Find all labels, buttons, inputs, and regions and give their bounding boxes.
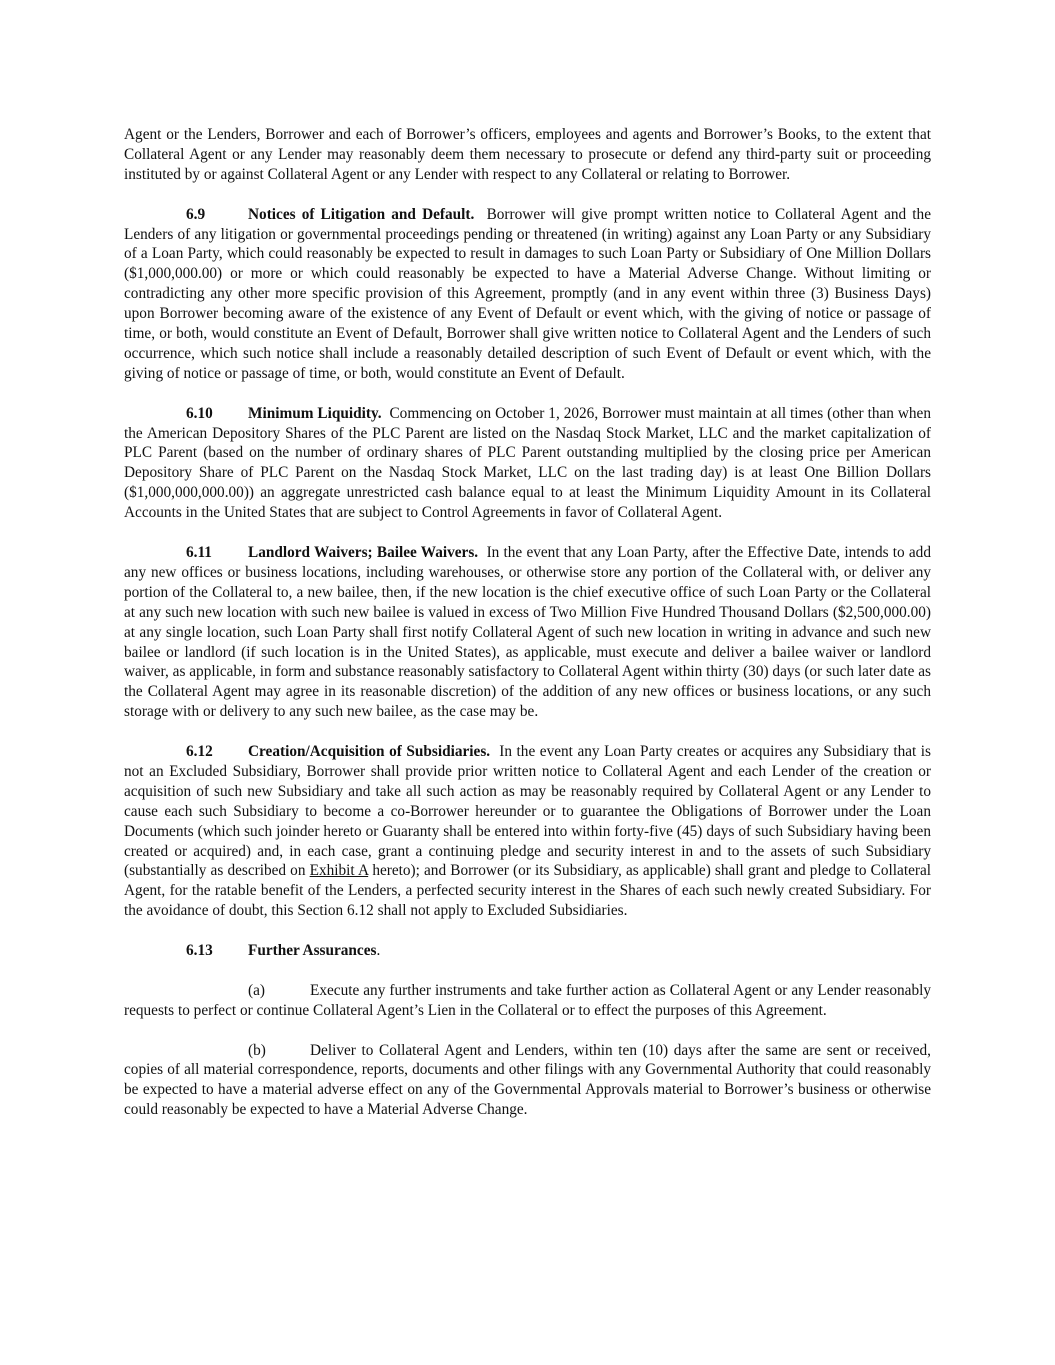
section-number: 6.13: [186, 942, 213, 960]
subsection-body: Deliver to Collateral Agent and Lenders, within ten (10) days after the same are sent or received, copies of all material correspondence, reports, documents and other filings with any Governmental Authority that could reasonably be expected to have a material adverse effect on any of the Governmental Approvals material to Borrower’s business or otherwise could reasonably be expected to have a Material Adverse Change.: [124, 1041, 931, 1119]
section-6-13: [124, 941, 931, 961]
section-6-11: [124, 543, 931, 722]
section-title-period: .: [376, 942, 381, 960]
subsection-a: [124, 981, 931, 1021]
document-page: [124, 125, 931, 1140]
section-6-9: [124, 205, 931, 384]
section-body: In the event any Loan Party creates or acquires any Subsidiary that is not an Excluded Subsidiary, Borrower shall provide prior written notice to Collateral Agent and each Lender of the creation or acquisition of such new Subsidiary and take all such action as may be reasonably required by Collateral Agent or any Lender to cause each such Subsidiary to become a co-Borrower hereunder or to guarantee the Obligations of Borrower under the Loan Documents (which such joinder hereto or Guaranty shall be entered into within forty-five (45) days of such Subsidiary having been created or acquired) and, in each case, grant a continuing pledge and security interest in and to the assets of such Subsidiary (substantially as described on: [124, 743, 932, 880]
section-body: In the event that any Loan Party, after the Effective Date, intends to add any new offices or business locations, including warehouses, or otherwise store any portion of the Collateral with, or deliver any portion of the Collateral to, a new bailee, then, if the new location is the chief executive office of such Loan Party or the Collateral at any such new location with such new bailee is valued in excess of Two Million Five Hundred Thousand Dollars ($2,500,000.00) at any single location, such Loan Party shall first notify Collateral Agent of such new location in writing in advance and such new bailee or landlord (if such location is in the United States), as applicable, must execute and deliver a bailee waiver or landlord waiver, as applicable, in form and substance reasonably satisfactory to Collateral Agent within thirty (30) days (or such later date as the Collateral Agent may agree in its reasonable discretion) of the addition of any new offices or business locations, or any such storage with or delivery to any such new bailee, as the case may be.: [124, 543, 931, 721]
section-title: Further Assurances: [248, 942, 377, 960]
section-6-10: [124, 404, 931, 523]
intro-paragraph: Agent or the Lenders, Borrower and each of Borrower’s officers, employees and agents and Borrower’s Books, to the extent that Collateral Agent or any Lender may reasonably deem them necessary to prosecute or defend any third-party suit or proceeding instituted by or against Collateral Agent or any Lender with respect to any Collateral or relating to Borrower.: [124, 126, 931, 183]
section-body-continued: hereto); and Borrower (or its Subsidiary, as applicable) shall grant and pledge to Collateral Agent, for the ratable benefit of the Lenders, a perfected security interest in the Shares of each such newly created Subsidiary. For the avoidance of doubt, this Section 6.12 shall not apply to Excluded Subsidiaries.: [124, 862, 931, 920]
section-number: 6.9: [186, 205, 206, 223]
section-number: 6.11: [186, 543, 212, 561]
section-number: 6.12: [186, 743, 213, 761]
section-title: Creation/Acquisition of Subsidiaries.: [248, 743, 491, 761]
section-title: Landlord Waivers; Bailee Waivers.: [248, 543, 479, 561]
section-6-12: [124, 742, 931, 921]
section-number: 6.10: [186, 404, 213, 422]
section-body: Borrower will give prompt written notice to Collateral Agent and the Lenders of any litigation or governmental proceedings pending or threatened (in writing) against any Loan Party or any Subsidiary of a Loan Party, which could reasonably be expected to result in damages to such Loan Party or Subsidiary of One Million Dollars ($1,000,000.00) or more or which could reasonably be expected to have a Material Adverse Change. Without limiting or contradicting any other more specific provision of this Agreement, promptly (and in any event within three (3) Business Days) upon Borrower becoming aware of the existence of any Event of Default or event which, with the giving of notice or passage of time, or both, would constitute an Event of Default, Borrower shall give written notice to Collateral Agent and the Lenders of such occurrence, which such notice shall include a reasonably detailed description of such Event of Default or event which, with the giving of notice or passage of time, or both, would constitute an Event of Default.: [124, 205, 931, 382]
subsection-label: (b): [248, 1041, 266, 1059]
subsection-body: Execute any further instruments and take further action as Collateral Agent or any Lender reasonably requests to perfect or continue Collateral Agent’s Lien in the Collateral or to effect the purposes of this Agreement.: [124, 981, 931, 1019]
subsection-b: [124, 1041, 931, 1121]
subsection-label: (a): [248, 981, 265, 999]
section-body: Commencing on October 1, 2026, Borrower must maintain at all times (other than when the American Depository Shares of the PLC Parent are listed on the Nasdaq Stock Market, LLC and the market capitalization of PLC Parent (based on the number of ordinary shares of PLC Parent outstanding multiplied by the closing price per American Depository Share of PLC Parent on the Nasdaq Stock Market, LLC on the last trading day) is at least One Billion Dollars ($1,000,000,000.00)) an aggregate unrestricted cash balance equal to at least the Minimum Liquidity Amount in its Collateral Accounts in the United States that are subject to Control Agreements in favor of Collateral Agent.: [124, 404, 931, 522]
section-title: Minimum Liquidity.: [248, 404, 382, 422]
section-title: Notices of Litigation and Default.: [248, 205, 475, 223]
exhibit-a-reference: Exhibit A: [309, 862, 369, 880]
